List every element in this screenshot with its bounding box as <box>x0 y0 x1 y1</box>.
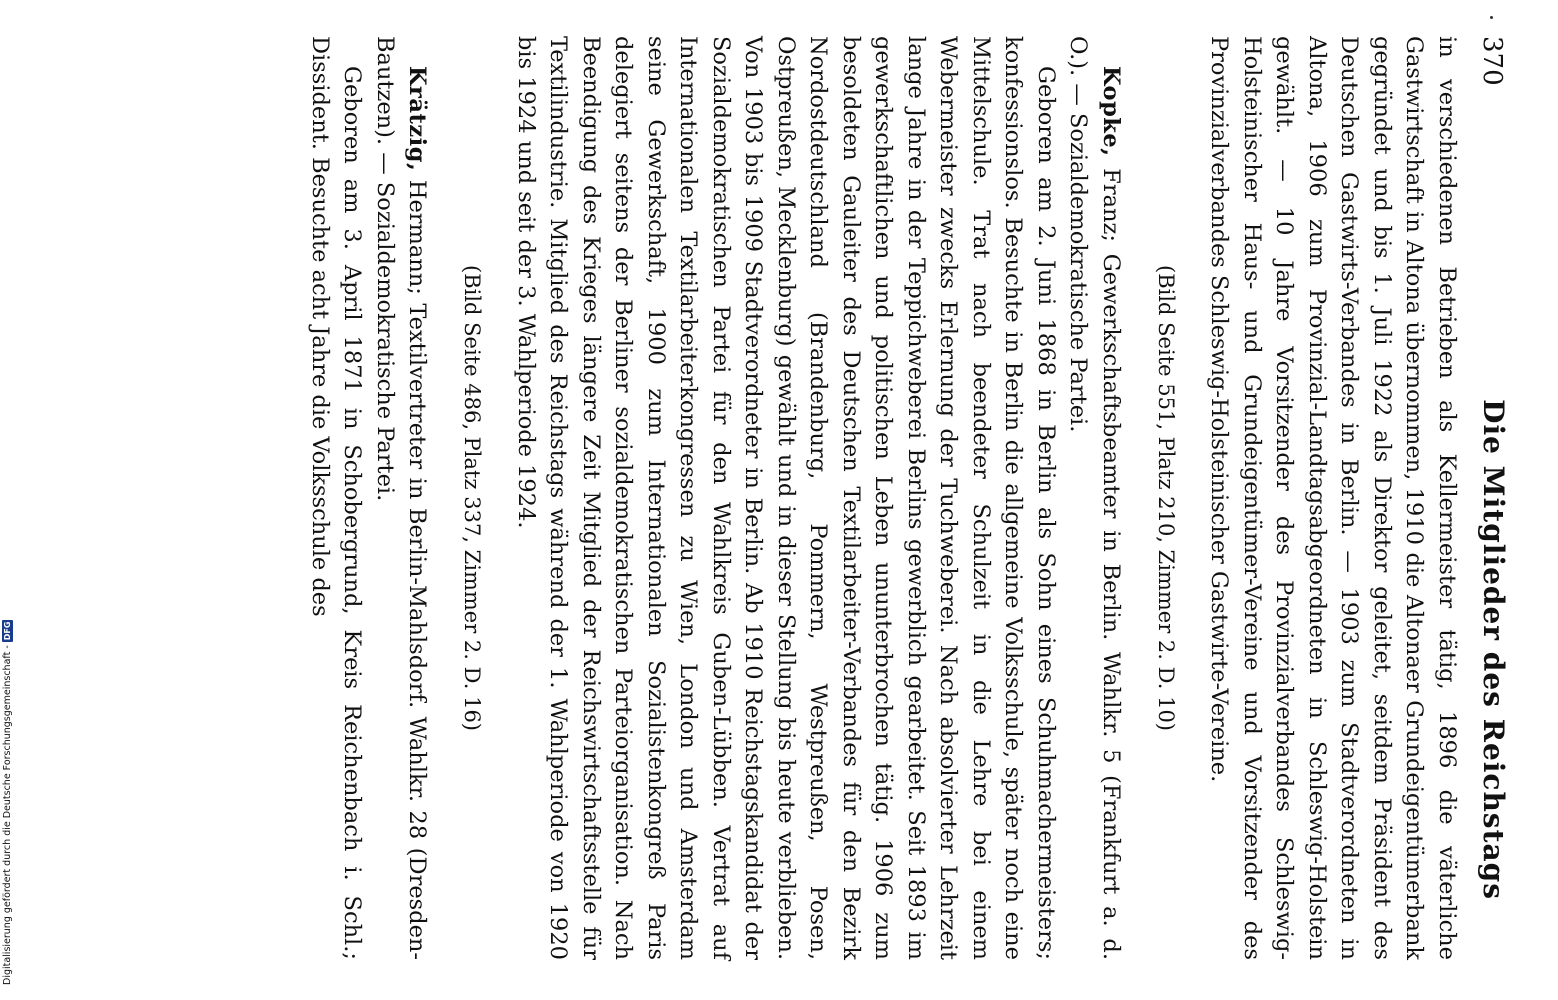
member-name: Krätzig, <box>404 66 431 172</box>
entry-heading <box>1062 36 1127 960</box>
page-header <box>1477 36 1510 960</box>
member-details: Franz; Gewerkschaftsbeamter in Berlin. Wahlkr. 5 (Frankfurt a. d. O.). — Sozialdemokratische Partei. <box>1065 36 1124 960</box>
entry-continuation: in verschiedenen Betrieben als Kellermeister tätig, 1896 die väterliche Gastwirtschaft in Altona übernommen, 1910 die Altonaer Grundeigentümerbank gegründet und bis 1. Juli 1922 als Direktor geleitet, seitdem Präsident des Deutschen Gastwirts-Verbandes in Berlin. — 1903 zum Stadtverordneten in Altona, 1906 zum Provinzial-Landtagsabgeordneten in Schleswig-Holstein gewählt. — 10 Jahre Vorsitzender des Provinzialverbandes Schleswig-Holsteinischer Haus- und Grundeigentümer-Vereine und Vorsitzender des Provinzialverbandes Schleswig-Holsteinischer Gastwirte-Vereine. <box>1206 36 1460 960</box>
member-details: Hermann; Textilvertreter in Berlin-Mahlsdorf. Wahlkr. 28 (Dresden-Bautzen). — Sozialdemokratische Partei. <box>372 36 431 960</box>
document-page <box>110 10 1520 990</box>
running-head: Die Mitglieder des Reichstags <box>1477 399 1510 900</box>
dfg-logo-icon: DFG <box>3 621 12 641</box>
member-name: Kopke, <box>1098 66 1124 157</box>
page-number: 370 <box>1477 36 1507 86</box>
entry-body: Geboren am 2. Juni 1868 in Berlin als Sohn eines Schuhmachermeisters; konfessionslos. Besuchte in Berlin die allgemeine Volksschule, später noch eine Mittelschule. Trat nach beendeter Schulzeit in die Lehre bei einem Webermeister zwecks Erlernung der Tuchweberei. Nach absolvierter Lehrzeit lange Jahre in der Teppichweberei Berlins gewerblich gearbeitet. Seit 1893 im gewerkschaftlichen und politischen Leben ununterbrochen tätig. 1906 zum besoldeten Gauleiter des Deutschen Textilarbeiter-Verbandes für den Bezirk Nordostdeutschland (Brandenburg, Pommern, Westpreußen, Posen, Ostpreußen, Mecklenburg) gewählt und in dieser Stellung bis heute verblieben. Von 1903 bis 1909 Stadtverordneter in Berlin. Ab 1910 Reichstagskandidat der Sozialdemokratischen Partei für den Wahlkreis Guben-Lübben. Vertrat auf Internationalen Textilarbeiterkongressen zu Wien, London und Amsterdam seine Gewerkschaft, 1900 zum Internationalen Sozialistenkongreß Paris delegiert seitens der Berliner sozialdemokratischen Parteiorganisation. Nach Beendigung des Krieges längere Zeit Mitglied der Reichswirtschaftsstelle für Textilindustrie. Mitglied des Reichstags während der 1. Wahlperiode von 1920 bis 1924 und seit der 3. Wahlperiode 1924. <box>513 36 1059 960</box>
entry-reference: (Bild Seite 486, Platz 337, Zimmer 2. D. 16) <box>460 265 485 731</box>
credit-text: Digitalisierung gefördert durch die Deutsche Forschungsgemeinschaft - <box>2 645 13 985</box>
entry-body: Geboren am 3. April 1871 in Schobergrund, Kreis Reichenbach i. Schl.; Dissident. Besuchte acht Jahre die Volksschule des <box>307 36 366 960</box>
digitization-credit <box>2 620 13 985</box>
entry-heading <box>369 36 434 960</box>
entry-reference: (Bild Seite 551, Platz 210, Zimmer 2. D. 10) <box>1154 265 1178 731</box>
